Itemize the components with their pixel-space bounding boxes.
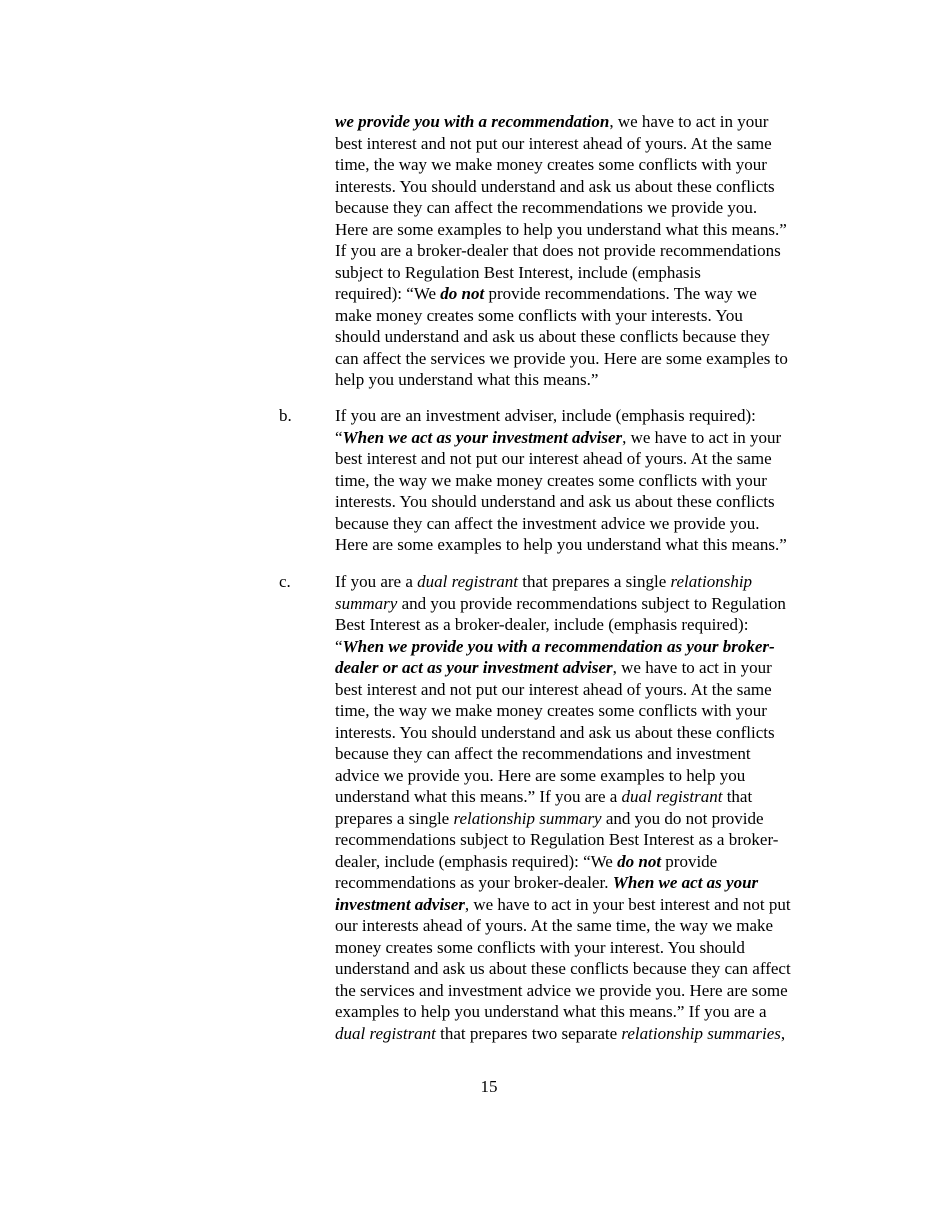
emphasized-text: dual registrant [417,572,519,591]
text-line [335,176,855,198]
item-marker-b: b. [279,406,292,425]
continuation-paragraph [335,111,855,391]
emphasized-text: When we provide you with a recommendation as your broker- [342,636,775,656]
text-run: required): “We [335,284,441,303]
item-marker-c: c. [279,572,291,591]
text-line [335,369,855,391]
text-run: If you are an investment adviser, include (emphasis required): [335,406,756,425]
emphasized-text: relationship [670,572,753,591]
text-line [335,470,855,492]
text-run: , we have to act in your [622,427,782,447]
text-run: time, the way we make money creates some conflicts with your [335,470,767,490]
emphasized-text: dual registrant [621,787,723,806]
text-run: “ [335,636,343,656]
text-run: that prepares a single [518,572,671,591]
text-line [335,111,855,133]
text-run: best interest and not put our interest ahead of yours. At the same [335,679,772,699]
text-run: and you do not provide [601,808,764,828]
text-run: because they can affect the recommendations and investment [335,744,751,763]
text-run: , [780,1023,786,1043]
text-run: money creates some conflicts with your interest. You should [335,937,745,957]
text-run: that prepares two separate [435,1023,622,1043]
text-run: provide recommendations. The way we [484,284,757,303]
text-line [335,405,855,427]
text-line [335,980,855,1002]
emphasized-text: dual registrant [335,1023,436,1043]
text-run: because they can affect the recommendations we provide you. [335,198,758,217]
text-line [335,1023,855,1045]
item-c-paragraph [335,571,855,1044]
text-run: that [722,787,753,806]
text-run: subject to Regulation Best Interest, include (emphasis [335,262,701,282]
text-line [335,786,855,808]
text-line [335,326,855,348]
text-run: best interest and not put our interest ahead of yours. At the same [335,449,772,468]
text-run: If you are a [335,572,418,591]
text-run: , we have to act in your [609,112,769,131]
text-run: time, the way we make money creates some conflicts with your [335,701,767,720]
text-run: our interests ahead of yours. At the same time, the way we make [335,916,774,935]
text-line [335,427,855,449]
text-line [335,197,855,219]
text-run: , we have to act in your [612,658,772,677]
emphasized-text: relationship summary [453,808,602,828]
text-run: make money creates some conflicts with your interests. You [335,305,743,325]
emphasized-text: dealer or act as your investment adviser [335,658,613,677]
emphasized-text: When we act as your investment adviser [342,427,623,447]
text-run: should understand and ask us about these conflicts because they [335,327,770,346]
emphasized-text: investment adviser [335,894,465,914]
text-line [335,958,855,980]
text-run: can affect the services we provide you. Here are some examples to [335,348,788,368]
text-line [335,829,855,851]
emphasized-text: do not [617,851,662,871]
text-line [335,571,855,593]
text-line [335,305,855,327]
emphasized-text: summary [335,593,398,613]
text-line [335,765,855,787]
text-run: examples to help you understand what this means.” If you are a [335,1002,767,1021]
text-line [335,262,855,284]
emphasized-text: do not [440,284,485,303]
text-line [335,657,855,679]
text-line [335,872,855,894]
text-run: recommendations as your broker-dealer. [335,873,613,892]
text-run: dealer, include (emphasis required): “We [335,851,618,871]
text-line [335,937,855,959]
text-run: If you are a broker-dealer that does not provide recommendations [335,241,781,260]
text-line [335,448,855,470]
text-run: the services and investment advice we provide you. Here are some [335,980,788,1000]
text-run: prepares a single [335,808,454,828]
text-run: best interest and not put our interest ahead of yours. At the same [335,133,772,153]
text-line [335,851,855,873]
text-run: recommendations subject to Regulation Best Interest as a broker- [335,830,779,849]
text-line [335,219,855,241]
text-run: advice we provide you. Here are some examples to help you [335,765,746,785]
text-line [335,283,855,305]
text-line [335,722,855,744]
text-run: because they can affect the investment advice we provide you. [335,513,760,533]
text-run: , we have to act in your best interest and not put [464,894,791,914]
text-run: “ [335,427,343,447]
text-line [335,534,855,556]
text-line [335,614,855,636]
text-line [335,679,855,701]
text-run: interests. You should understand and ask us about these conflicts [335,492,775,511]
text-line [335,894,855,916]
text-line [335,593,855,615]
text-run: interests. You should understand and ask us about these conflicts [335,722,775,742]
text-line [335,348,855,370]
text-line [335,1001,855,1023]
text-run: understand what this means.” If you are a [335,787,622,806]
text-run: Here are some examples to help you understand what this means.” [335,219,787,239]
text-run: and you provide recommendations subject to Regulation [397,593,786,613]
text-run: Here are some examples to help you understand what this means.” [335,535,787,554]
text-line [335,636,855,658]
text-line [335,915,855,937]
text-line [335,743,855,765]
emphasized-text: relationship summaries [621,1023,781,1043]
text-run: interests. You should understand and ask us about these conflicts [335,176,775,196]
text-line [335,513,855,535]
text-line [335,133,855,155]
text-run: time, the way we make money creates some conflicts with your [335,155,767,174]
text-line [335,491,855,513]
text-line [335,700,855,722]
emphasized-text: When we act as your [612,873,759,892]
text-run: Best Interest as a broker-dealer, include (emphasis required): [335,615,749,634]
text-run: understand and ask us about these conflicts because they can affect [335,959,791,978]
item-b-paragraph [335,405,855,556]
page-number: 15 [480,1077,498,1096]
emphasized-text: we provide you with a recommendation [335,112,610,131]
text-run: provide [661,851,718,871]
text-line [335,808,855,830]
text-line [335,154,855,176]
text-run: help you understand what this means.” [335,370,599,389]
text-line [335,240,855,262]
